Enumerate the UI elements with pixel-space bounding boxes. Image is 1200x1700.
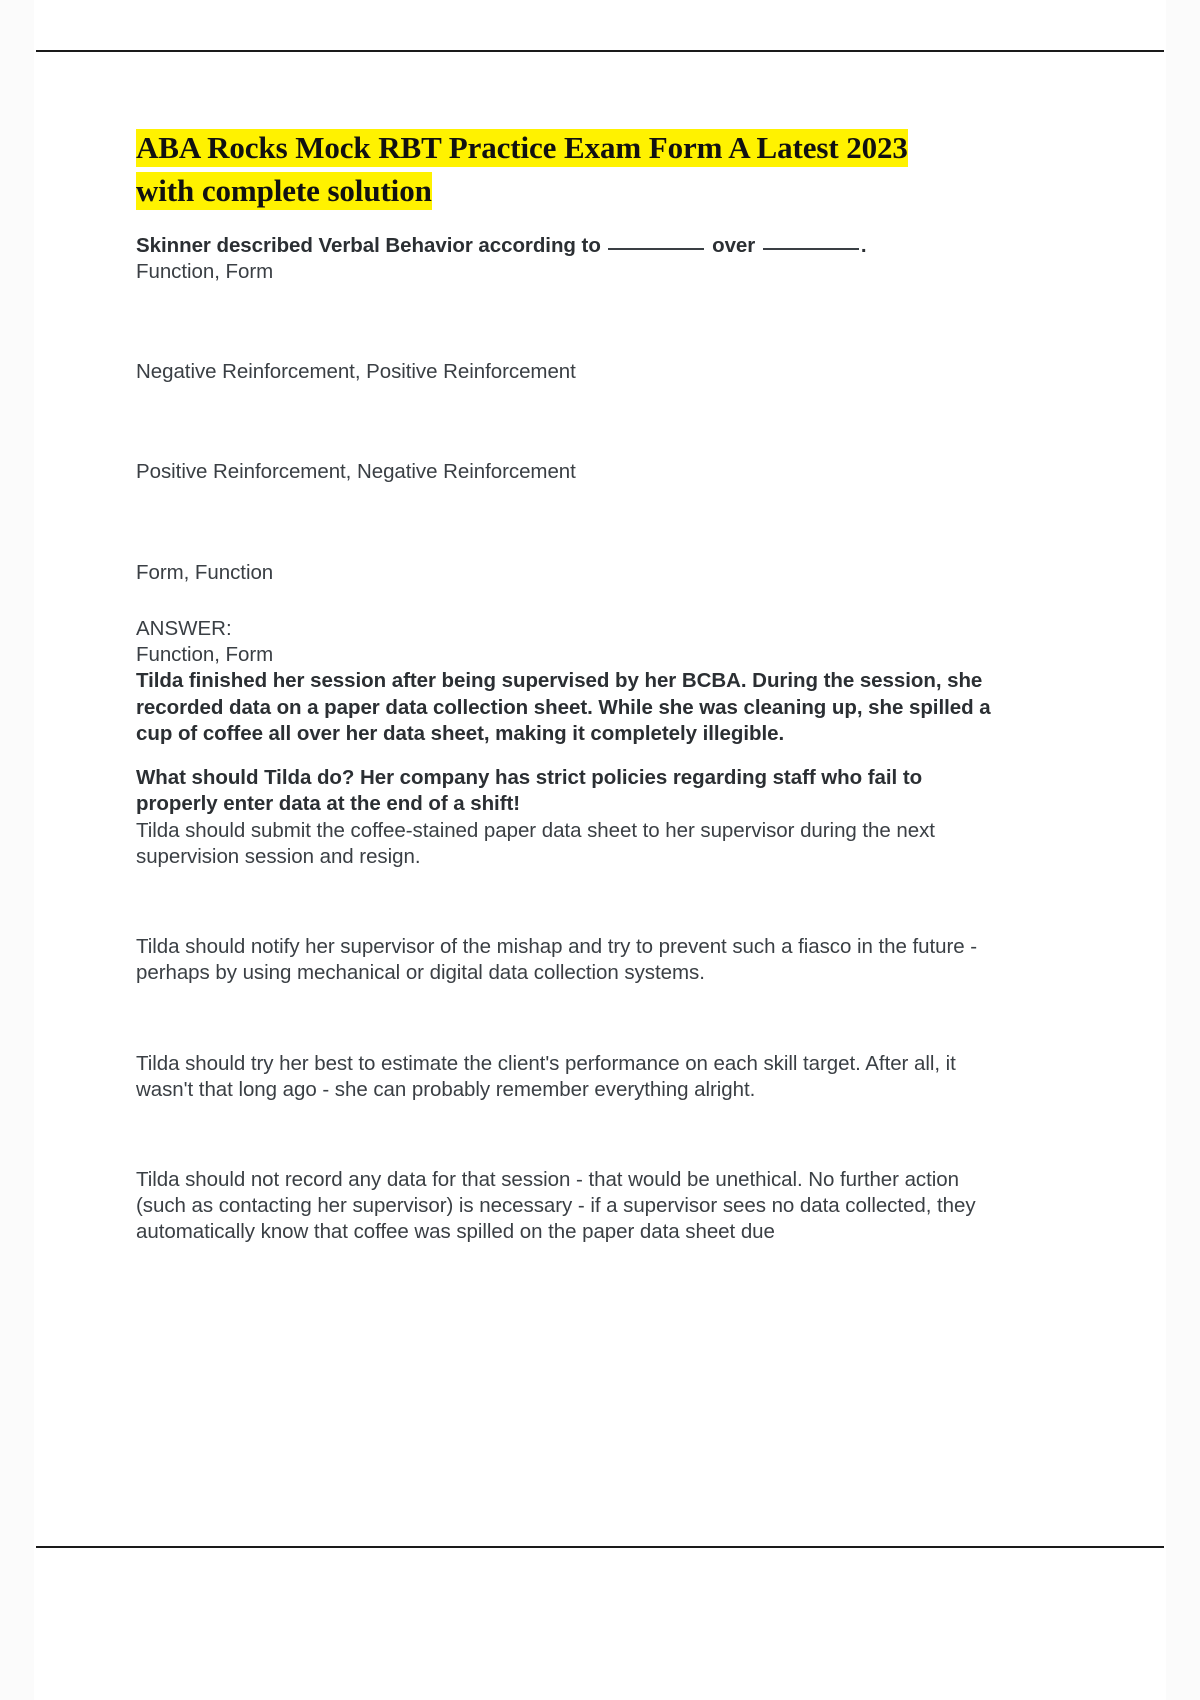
question-1-answer-text: Function, Form — [136, 643, 274, 667]
option-spacer — [136, 486, 998, 560]
question-2-option-d[interactable]: Tilda should not record any data for that session - that would be unethical. No further action (such as contacting her supervisor) is necessary - if a supervisor sees no data collected, they automatically know that coffee was spilled on the paper data sheet due — [136, 1168, 976, 1244]
question-1-prompt — [136, 233, 998, 259]
question-1-answer-label: ANSWER: — [136, 616, 232, 640]
question-2-scenario: Tilda finished her session after being supervised by her BCBA. During the session, she recorded data on a paper data collection sheet. While she was cleaning up, she spilled a cup of coffee all over her data sheet, making it completely illegible. — [136, 669, 991, 745]
question-1-option-d[interactable]: Form, Function — [136, 560, 274, 584]
option-spacer — [136, 285, 998, 359]
question-2-option-b[interactable]: Tilda should notify her supervisor of the mishap and try to prevent such a fiasco in the future - perhaps by using mechanical or digital data collection systems. — [136, 935, 978, 985]
paragraph-spacer — [136, 747, 998, 765]
question-2-option-a[interactable]: Tilda should submit the coffee-stained paper data sheet to her supervisor during the next supervision session and resign. — [136, 818, 935, 868]
document-content — [136, 126, 998, 1246]
footer-rule — [36, 1546, 1164, 1548]
option-spacer — [136, 987, 998, 1051]
answer-spacer — [136, 586, 998, 616]
question-1-prompt-part-1: Skinner described Verbal Behavior according to — [136, 233, 607, 257]
question-1-prompt-part-2: over — [706, 233, 761, 257]
page-title-line-2: with complete solution — [136, 173, 432, 209]
question-1-blank-1 — [608, 248, 704, 250]
question-1-option-c[interactable]: Positive Reinforcement, Negative Reinforcement — [136, 460, 576, 484]
page-title-line-1: ABA Rocks Mock RBT Practice Exam Form A Latest 2023 — [136, 130, 908, 165]
question-2-prompt: What should Tilda do? Her company has strict policies regarding staff who fail to properly enter data at the end of a shift! — [136, 766, 923, 816]
question-2-option-c[interactable]: Tilda should try her best to estimate the client's performance on each skill target. After all, it wasn't that long ago - she can probably remember everything alright. — [136, 1051, 956, 1101]
question-1-prompt-part-3: . — [860, 233, 867, 257]
header-rule — [36, 50, 1164, 52]
page-gutter-left — [0, 0, 34, 1700]
question-1-option-a[interactable]: Function, Form — [136, 260, 274, 284]
question-1-option-b[interactable]: Negative Reinforcement, Positive Reinforcement — [136, 360, 576, 384]
option-spacer — [136, 870, 998, 934]
page-title — [136, 126, 998, 213]
question-1-blank-2 — [763, 248, 859, 250]
option-spacer — [136, 385, 998, 459]
option-spacer — [136, 1103, 998, 1167]
page-gutter-right — [1166, 0, 1200, 1700]
